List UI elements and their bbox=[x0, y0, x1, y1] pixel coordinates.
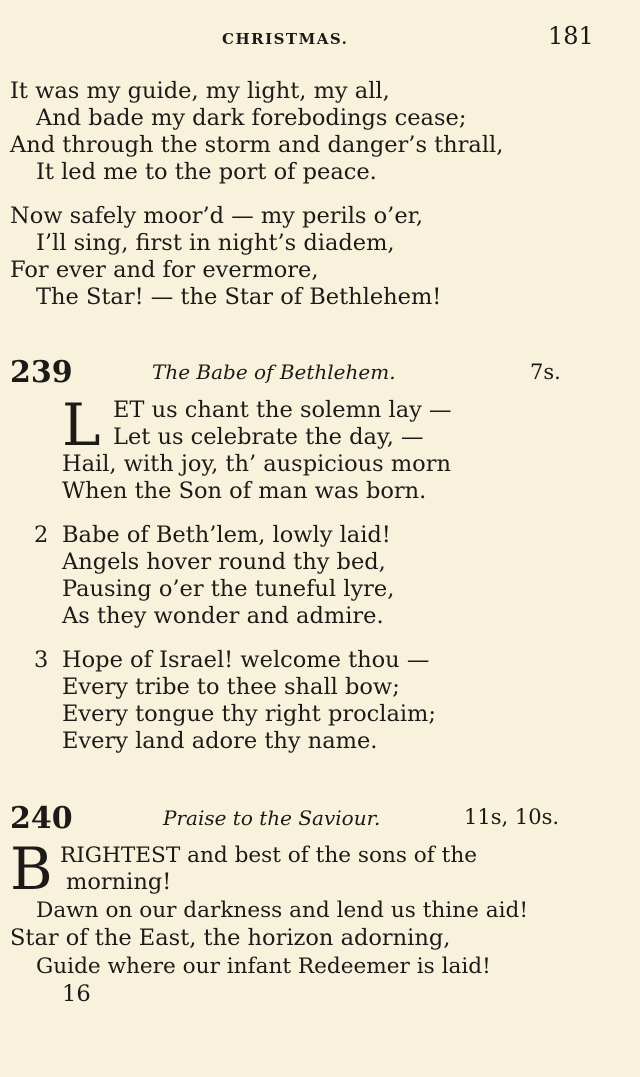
stanza-number: 3 bbox=[34, 647, 49, 673]
verse-line: And bade my dark forebodings cease; bbox=[36, 105, 467, 131]
drop-cap: L bbox=[62, 391, 101, 459]
running-title: CHRISTMAS. bbox=[222, 30, 349, 48]
verse-line: RIGHTEST and best of the sons of the bbox=[60, 843, 478, 868]
verse-line: It was my guide, my light, my all, bbox=[10, 78, 390, 104]
verse-line: Every land adore thy name. bbox=[62, 728, 378, 754]
verse-line: Dawn on our darkness and lend us thine aid! bbox=[36, 898, 529, 923]
verse-line: Guide where our infant Redeemer is laid! bbox=[36, 954, 491, 979]
hymn-number: 239 bbox=[10, 355, 73, 390]
verse-line: When the Son of man was born. bbox=[62, 478, 427, 504]
verse-line: As they wonder and admire. bbox=[62, 603, 384, 629]
hymn-title: Praise to the Saviour. bbox=[163, 806, 381, 830]
verse-line: I’ll sing, first in night’s diadem, bbox=[36, 230, 395, 256]
verse-line: Every tribe to thee shall bow; bbox=[62, 674, 400, 700]
page-header bbox=[0, 22, 640, 56]
verse-line: Now safely moor’d — my perils o’er, bbox=[10, 203, 424, 229]
verse-line: ET us chant the solemn lay — bbox=[113, 397, 452, 423]
stanza-number: 2 bbox=[34, 522, 49, 548]
hymn-meter: 7s. bbox=[530, 360, 561, 384]
verse-line: Let us celebrate the day, — bbox=[113, 424, 424, 450]
signature-mark: 16 bbox=[62, 981, 91, 1007]
verse-line: Babe of Beth’lem, lowly laid! bbox=[62, 522, 391, 548]
hymn-meter: 11s, 10s. bbox=[464, 805, 560, 829]
verse-line: It led me to the port of peace. bbox=[36, 159, 377, 185]
verse-line: Angels hover round thy bed, bbox=[62, 549, 386, 575]
verse-line: Pausing o’er the tuneful lyre, bbox=[62, 576, 395, 602]
page-number: 181 bbox=[548, 22, 594, 50]
verse-line: morning! bbox=[66, 869, 172, 895]
drop-cap: B bbox=[10, 835, 53, 903]
verse-line: Hail, with joy, th’ auspicious morn bbox=[62, 451, 451, 477]
hymn-number: 240 bbox=[10, 801, 73, 836]
verse-line: Every tongue thy right proclaim; bbox=[62, 701, 436, 727]
verse-line: Star of the East, the horizon adorning, bbox=[10, 925, 451, 951]
hymn-title: The Babe of Bethlehem. bbox=[152, 360, 396, 384]
verse-line: And through the storm and danger’s thrall, bbox=[10, 132, 504, 158]
verse-line: The Star! — the Star of Bethlehem! bbox=[36, 284, 442, 310]
verse-line: For ever and for evermore, bbox=[10, 257, 319, 283]
verse-line: Hope of Israel! welcome thou — bbox=[62, 647, 430, 673]
